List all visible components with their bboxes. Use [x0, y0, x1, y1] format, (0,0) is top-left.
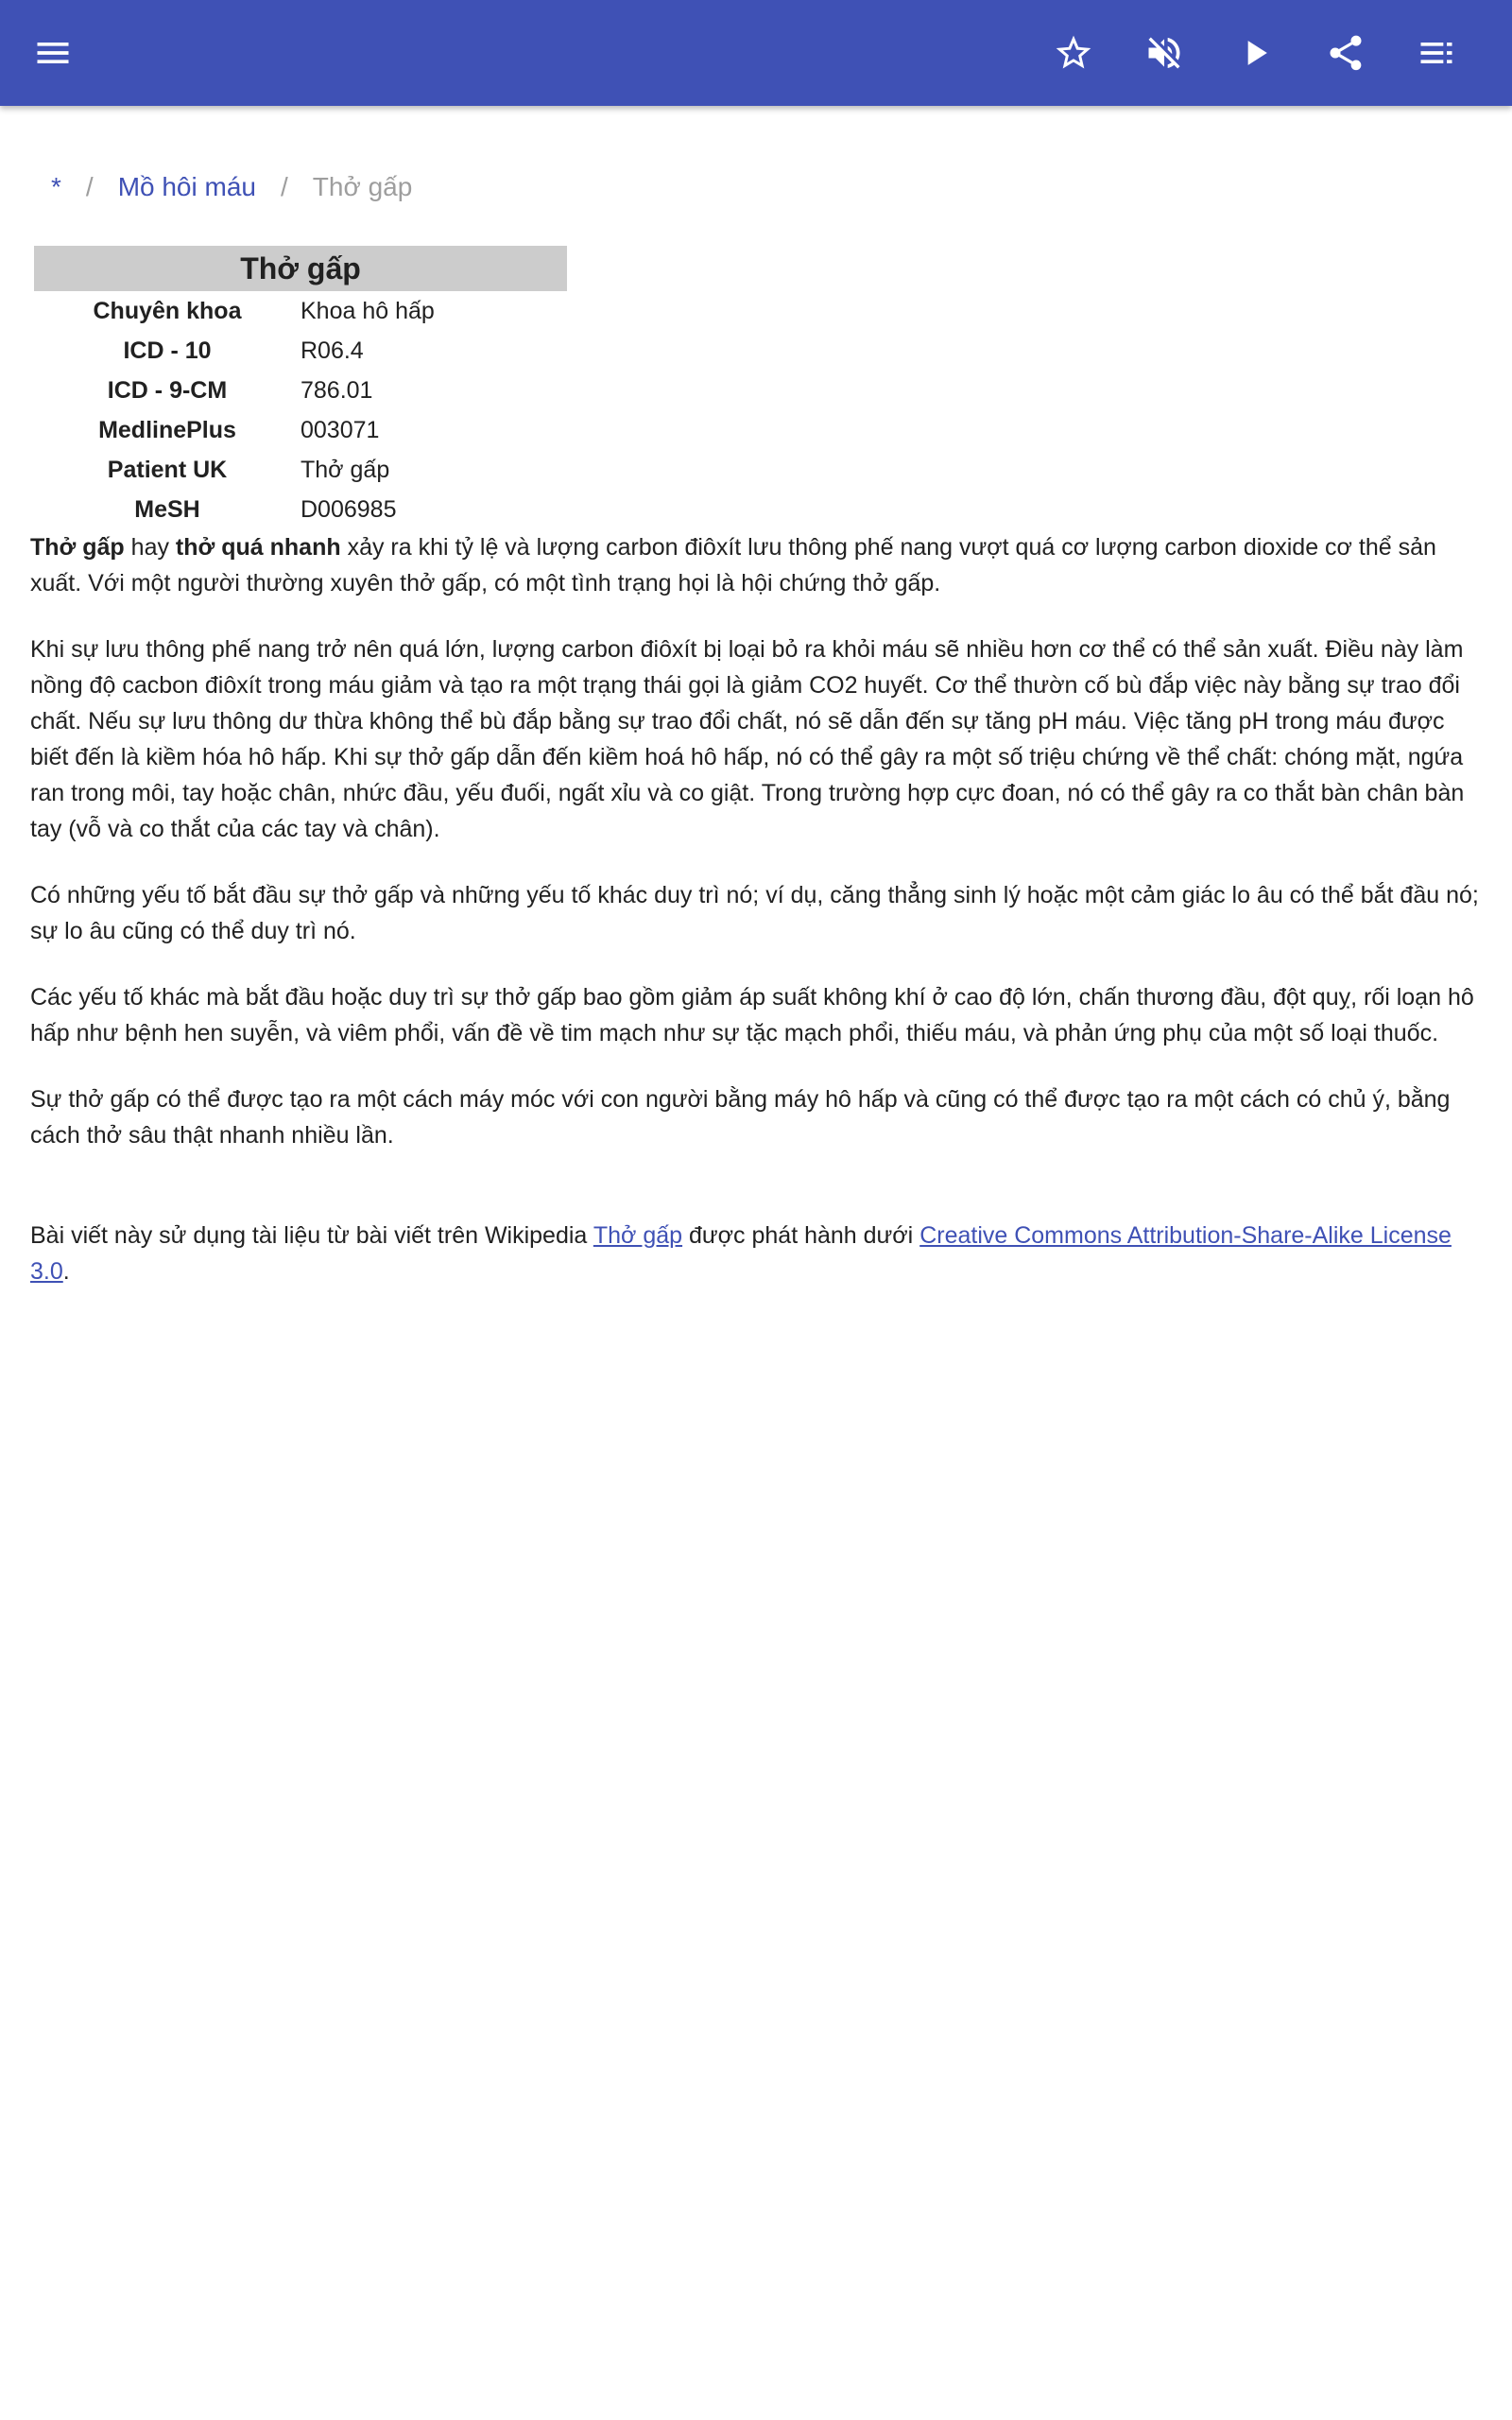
bookmark-button[interactable]	[1045, 25, 1102, 81]
play-button[interactable]	[1227, 25, 1283, 81]
body-paragraph: Khi sự lưu thông phế nang trở nên quá lớn, lượng carbon điôxít bị loại bỏ ra khỏi máu sẽ nhiều hơn cơ thể có thể sản xuất. Điều này làm nồng độ cacbon điôxít trong máu giảm và tạo ra một trạng thái gọi là giảm CO2 huyết. Cơ thể thườn cố bù đắp việc này bằng sự trao đổi chất. Nếu sự lưu thông dư thừa không thể bù đắp bằng sự trao đổi chất, nó sẽ dẫn đến sự tăng pH máu. Việc tăng pH trong máu được biết đến là kiềm hóa hô hấp. Khi sự thở gấp dẫn đến kiềm hoá hô hấp, nó có thể gây ra một số triệu chứng về thể chất: chóng mặt, ngứa ran trong môi, tay hoặc chân, nhức đầu, yếu đuối, ngất xỉu và co giật. Trong trường hợp cực đoan, nó có thể gây ra co thắt bàn chân bàn tay (vỗ và co thắt của các tay và chân).	[30, 636, 1465, 842]
intro-connector: hay	[124, 534, 176, 561]
infobox-row	[34, 371, 567, 410]
playlist-button[interactable]	[1408, 25, 1465, 81]
infobox-value: D006985	[301, 496, 397, 523]
infobox-label: ICD - 10	[123, 337, 212, 364]
infobox-value: 003071	[301, 417, 380, 443]
play-icon	[1234, 32, 1276, 74]
breadcrumb-home-link[interactable]: *	[51, 172, 61, 201]
license-link[interactable]: Creative Commons Attribution-Share-Alike License 3.0	[30, 1222, 1452, 1285]
breadcrumb-separator: /	[280, 172, 288, 201]
attribution-middle: được phát hành dưới	[682, 1222, 920, 1249]
playlist-icon	[1416, 32, 1457, 74]
infobox-row	[34, 490, 567, 529]
article-content	[30, 246, 1486, 1320]
body-paragraph: Các yếu tố khác mà bắt đầu hoặc duy trì sự thở gấp bao gồm giảm áp suất không khí ở cao độ lớn, chấn thương đầu, đột quỵ, rối loạn hô hấp như bệnh hen suyễn, và viêm phổi, vấn đề về tim mạch như sự tặc mạch phổi, thiếu máu, và phản ứng phụ của một số loại thuốc.	[30, 984, 1474, 1046]
infobox-row	[34, 450, 567, 490]
share-button[interactable]	[1317, 25, 1374, 81]
infobox-title: Thở gấp	[34, 246, 567, 291]
intro-term-primary: Thở gấp	[30, 534, 125, 561]
source-article-link[interactable]: Thở gấp	[593, 1222, 683, 1249]
attribution-note	[30, 1218, 1486, 1289]
share-icon	[1325, 32, 1366, 74]
infobox-value: Thở gấp	[301, 457, 390, 483]
star-outline-icon	[1053, 32, 1094, 74]
infobox-value: Khoa hô hấp	[301, 298, 435, 324]
breadcrumb-current: Thở gấp	[312, 172, 413, 201]
infobox-row	[34, 410, 567, 450]
breadcrumb	[51, 166, 412, 208]
infobox-label: Chuyên khoa	[93, 298, 242, 324]
intro-text: xảy ra khi tỷ lệ và lượng carbon điôxít lưu thông phế nang vượt quá cơ lượng carbon dioxide cơ thể sản xuất. Với một người thường xuyên thở gấp, có một tình trạng họi là hội chứng thở gấp.	[30, 534, 1436, 596]
infobox-label: ICD - 9-CM	[107, 377, 228, 404]
mute-button[interactable]	[1136, 25, 1193, 81]
attribution-suffix: .	[62, 1258, 70, 1285]
volume-off-icon	[1143, 32, 1185, 74]
infobox-value: R06.4	[301, 337, 364, 364]
infobox-label: MedlinePlus	[98, 417, 236, 443]
infobox-label: MeSH	[134, 496, 200, 523]
infobox-value: 786.01	[301, 377, 373, 404]
attribution-prefix: Bài viết này sử dụng tài liệu từ bài viết trên Wikipedia	[30, 1222, 593, 1249]
intro-paragraph	[30, 529, 1486, 601]
menu-button[interactable]	[25, 25, 81, 81]
body-paragraph: Sự thở gấp có thể được tạo ra một cách máy móc với con người bằng máy hô hấp và cũng có thể được tạo ra một cách có chủ ý, bằng cách thở sâu thật nhanh nhiều lần.	[30, 1086, 1451, 1149]
breadcrumb-separator: /	[85, 172, 94, 201]
breadcrumb-parent-link[interactable]: Mồ hôi máu	[117, 172, 256, 201]
intro-term-secondary: thở quá nhanh	[175, 534, 341, 561]
body-paragraph: Có những yếu tố bắt đầu sự thở gấp và những yếu tố khác duy trì nó; ví dụ, căng thẳng sinh lý hoặc một cảm giác lo âu có thể bắt đầu nó; sự lo âu cũng có thể duy trì nó.	[30, 882, 1479, 944]
infobox-row	[34, 291, 567, 331]
infobox-table	[34, 246, 567, 529]
infobox-label: Patient UK	[107, 457, 228, 483]
top-app-bar	[0, 0, 1512, 106]
hamburger-menu-icon	[32, 32, 74, 74]
infobox-row	[34, 331, 567, 371]
